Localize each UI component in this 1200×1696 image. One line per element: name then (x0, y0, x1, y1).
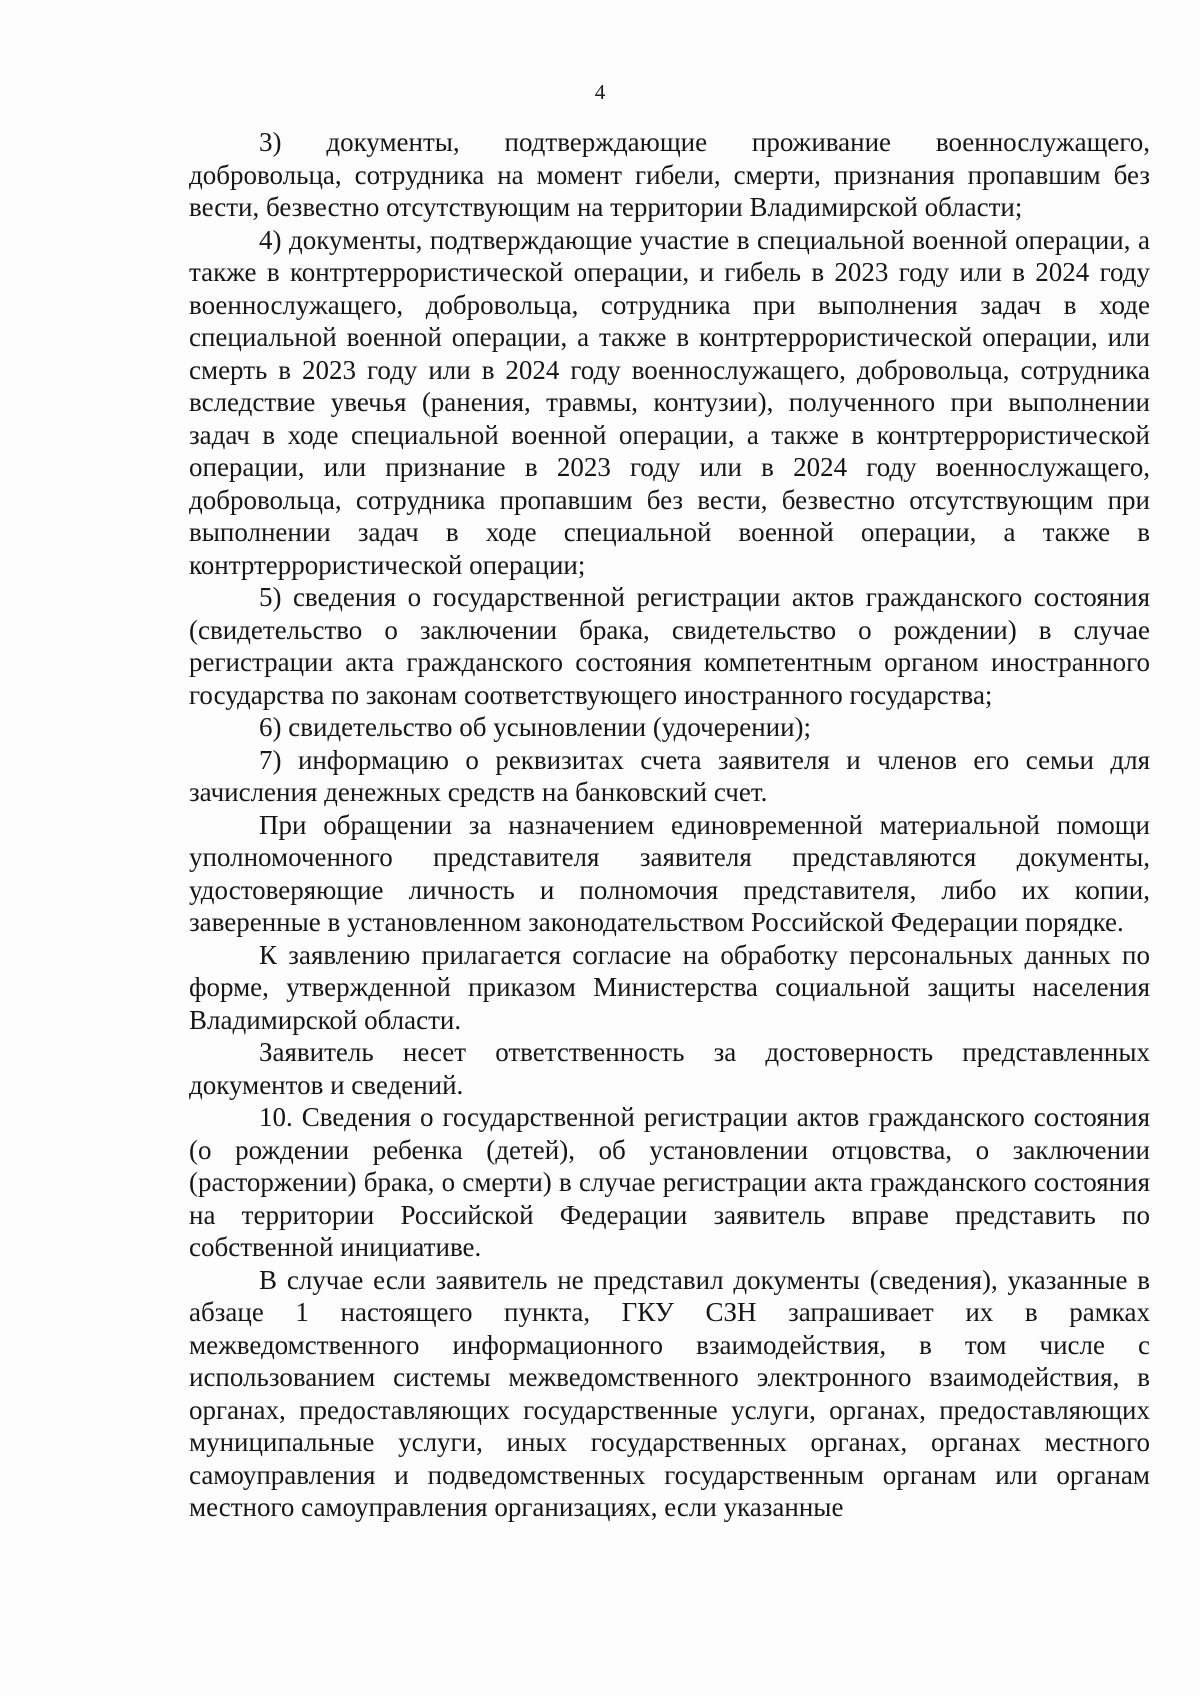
paragraph-responsibility: Заявитель несет ответственность за достоверность представленных документов и сведений. (189, 1037, 1150, 1100)
paragraph-item-7: 7) информацию о реквизитах счета заявителя и членов его семьи для зачисления денежных средств на банковский счет. (189, 744, 1150, 807)
paragraph-item-3: 3) документы, подтверждающие проживание военнослужащего, добровольца, сотрудника на момент гибели, смерти, признания пропавшим без вести, безвестно отсутствующим на территории Владимирской области; (189, 127, 1150, 222)
paragraph-item-4: 4) документы, подтверждающие участие в специальной военной операции, а также в контртеррористической операции, и гибель в 2023 году или в 2024 году военнослужащего, добровольца, сотрудника при выполнения задач в ходе специальной военной операции, а также в контртеррористической операции, или смерть в 2023 году или в 2024 году военнослужащего, добровольца, сотрудника вследствие увечья (ранения, травмы, контузии), полученного при выполнении задач в ходе специальной военной операции, а также в контртеррористической операции, или признание в 2023 году или в 2024 году военнослужащего, добровольца, сотрудника пропавшим без вести, безвестно отсутствующим при выполнении задач в ходе специальной военной операции, а также в контртеррористической операции; (189, 224, 1150, 580)
paragraph-interagency: В случае если заявитель не представил документы (сведения), указанные в абзаце 1 настоящего пункта, ГКУ СЗН запрашивает их в рамках межведомственного информационного взаимодействия, в том числе с использованием системы межведомственного электронного взаимодействия, в органах, предоставляющих государственные услуги, органах, предоставляющих муниципальные услуги, иных государственных органах, органах местного самоуправления и подведомственных государственным органам или органам местного самоуправления организациях, если указанные (189, 1264, 1150, 1522)
paragraph-consent: К заявлению прилагается согласие на обработку персональных данных по форме, утвержденной приказом Министерства социальной защиты населения Владимирской области. (189, 939, 1150, 1035)
paragraph-item-5: 5) сведения о государственной регистрации актов гражданского состояния (свидетельство о заключении брака, свидетельство о рождении) в случае регистрации акта гражданского состояния компетентным органом иностранного государства по законам соответствующего иностранного государства; (189, 582, 1150, 710)
paragraph-item-6: 6) свидетельство об усыновлении (удочерении); (259, 712, 812, 742)
page-number: 4 (594, 80, 606, 104)
paragraph-representative: При обращении за назначением единовременной материальной помощи уполномоченного представителя заявителя представляются документы, удостоверяющие личность и полномочия представителя, либо их копии, заверенные в установленном законодательством Российской Федерации порядке. (189, 809, 1150, 937)
document-body (189, 126, 1150, 1524)
paragraph-section-10: 10. Сведения о государственной регистрации актов гражданского состояния (о рождении ребенка (детей), об установлении отцовства, о заключении (расторжении) брака, о смерти) в случае регистрации акта гражданского состояния на территории Российской Федерации заявитель вправе представить по собственной инициативе. (189, 1102, 1150, 1262)
